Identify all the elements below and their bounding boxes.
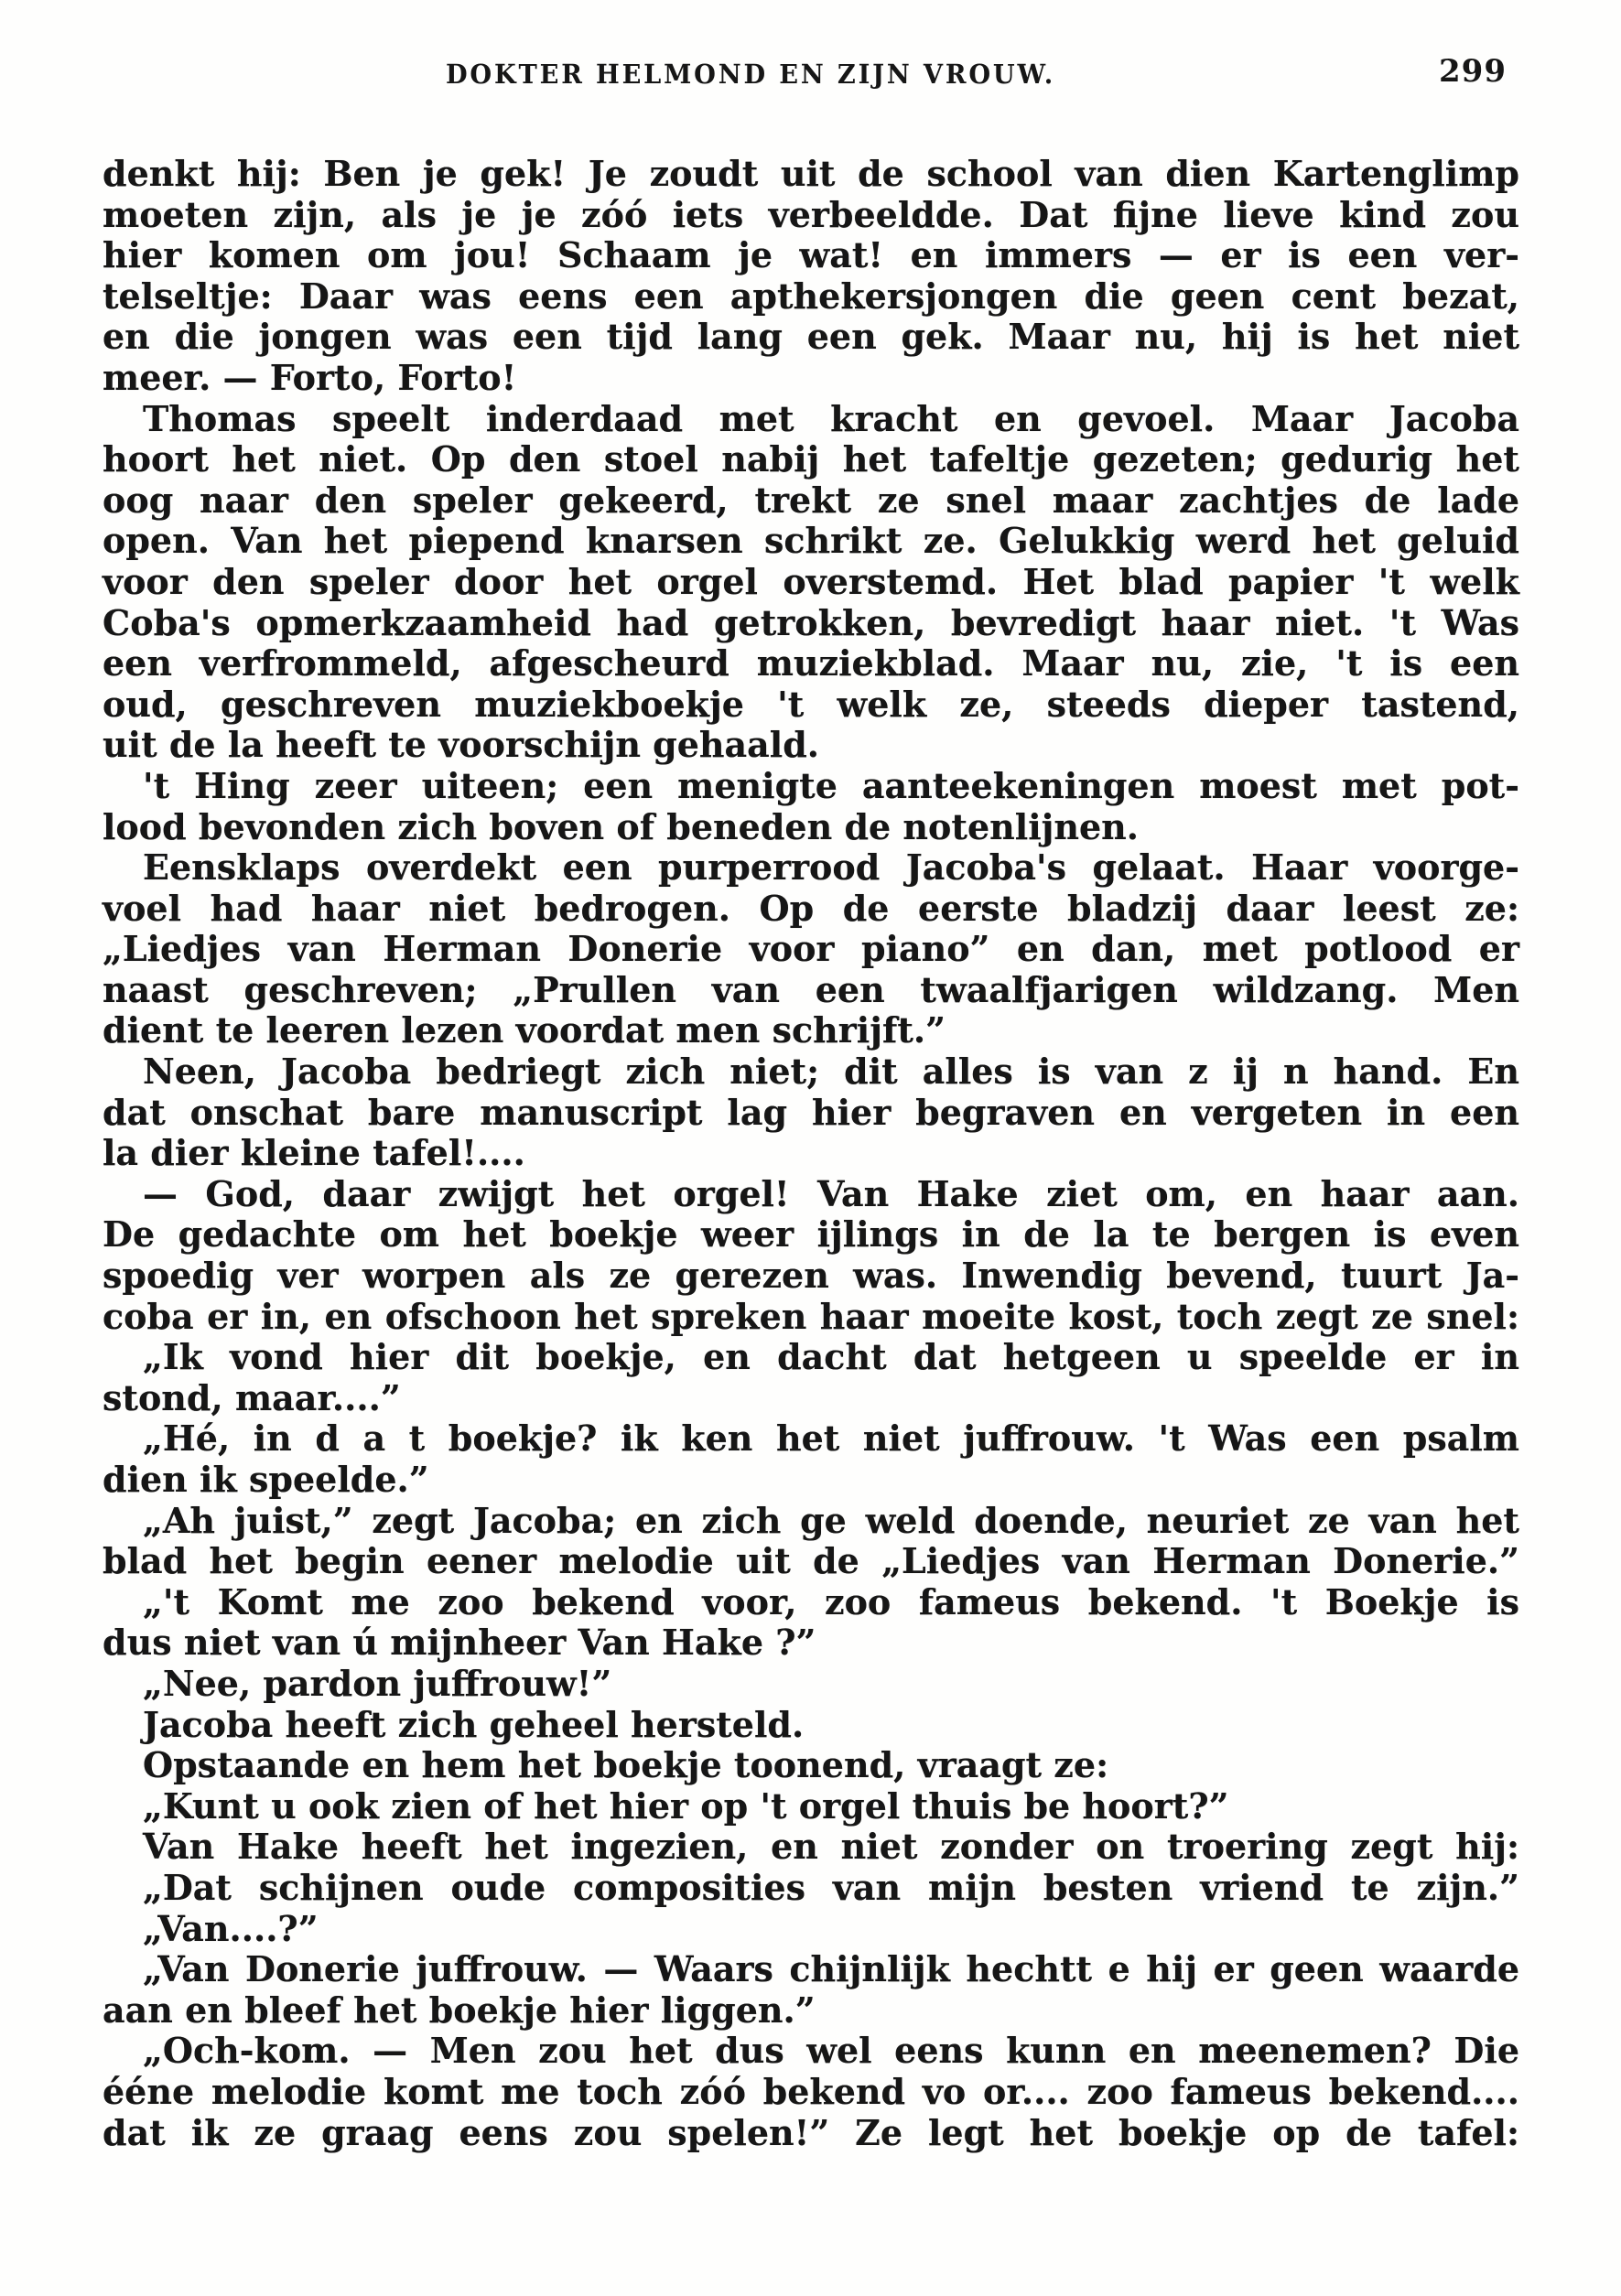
text-line: stond, maar....” [103,1376,401,1418]
text-line: „Och-kom. — Men zou het dus wel eens kunn en meenemen? Die [143,2030,1519,2072]
text-line: oud, geschreven muziekboekje 't welk ze, steeds dieper tastend, [103,683,1519,725]
text-line: 't Hing zeer uiteen; een menigte aanteekeningen moest met pot- [143,764,1519,806]
text-line: De gedachte om het boekje weer ijlings in de la te bergen is even [103,1213,1519,1256]
text-line: Van Hake heeft het ingezien, en niet zonder on troering zegt hij: [143,1826,1519,1868]
body-text [103,154,1519,2153]
text-line: hoort het niet. Op den stoel nabij het tafeltje gezeten; gedurig het [103,438,1519,480]
text-line: „Ah juist,” zegt Jacoba; en zich ge weld doende, neuriet ze van het [143,1499,1519,1541]
text-line: meer. — Forto, Forto! [103,356,517,398]
text-line: en die jongen was een tijd lang een gek. Maar nu, hij is het niet [103,316,1519,358]
text-line: „Nee, pardon juffrouw!” [143,1662,612,1704]
text-line: „Liedjes van Herman Donerie voor piano” en dan, met potlood er [103,928,1519,970]
text-line: „'t Komt me zoo bekend voor, zoo fameus bekend. 't Boekje is [143,1580,1519,1622]
text-line: een verfrommeld, afgescheurd muziekblad. Maar nu, zie, 't is een [103,642,1519,684]
text-line: oog naar den speler gekeerd, trekt ze snel maar zachtjes de lade [103,479,1519,521]
text-line: „Dat schijnen oude composities van mijn besten vriend te zijn.” [143,1866,1519,1908]
text-line: spoedig ver worpen als ze gerezen was. Inwendig bevend, tuurt Ja- [103,1255,1519,1297]
text-line: telseltje: Daar was eens een apthekersjongen die geen cent bezat, [103,275,1519,317]
text-line: open. Van het piepend knarsen schrikt ze. Gelukkig werd het geluid [103,520,1519,562]
text-line: blad het begin eener melodie uit de „Liedjes van Herman Donerie.” [103,1540,1519,1582]
text-line: Jacoba heeft zich geheel hersteld. [143,1703,805,1745]
text-line: hier komen om jou! Schaam je wat! en immers — er is een ver- [103,234,1519,276]
text-line: dien ik speelde.” [103,1459,429,1500]
text-line: Neen, Jacoba bedriegt zich niet; dit alles is van z ij n hand. En [143,1051,1519,1093]
text-line: Opstaande en hem het boekje toonend, vraagt ze: [143,1744,1109,1786]
text-line: „Hé, in d a t boekje? ik ken het niet juffrouw. 't Was een psalm [143,1417,1519,1460]
text-line: ééne melodie komt me toch zóó bekend vo or.... zoo fameus bekend.... [103,2070,1519,2112]
text-line: dient te leeren lezen voordat men schrijft.” [103,1009,946,1051]
text-line: lood bevonden zich boven of beneden de notenlijnen. [103,805,1140,847]
text-line: — God, daar zwijgt het orgel! Van Hake ziet om, en haar aan. [143,1172,1519,1214]
text-line: „Van Donerie juffrouw. — Waars chijnlijk hechtt e hij er geen waarde [143,1948,1519,1990]
running-header-title: DOKTER HELMOND EN ZIJN VROUW. [445,59,1056,90]
text-line: „Ik vond hier dit boekje, en dacht dat hetgeen u speelde er in [143,1336,1519,1378]
page-number: 299 [1439,53,1507,90]
text-line: moeten zijn, als je je zóó iets verbeeldde. Dat fijne lieve kind zou [103,193,1519,235]
text-line: uit de la heeft te voorschijn gehaald. [103,724,820,766]
text-line: voor den speler door het orgel overstemd. Het blad papier 't welk [103,560,1519,602]
text-line: aan en bleef het boekje hier liggen.” [103,1989,816,2031]
text-line: dat ik ze graag eens zou spelen!” Ze legt het boekje op de tafel: [103,2111,1519,2153]
text-line: Eensklaps overdekt een purperrood Jacoba's gelaat. Haar voorge- [143,846,1519,889]
running-header [103,53,1519,102]
text-line: Thomas speelt inderdaad met kracht en gevoel. Maar Jacoba [143,397,1519,439]
text-line: „Van....?” [143,1907,319,1949]
text-line: coba er in, en ofschoon het spreken haar moeite kost, toch zegt ze snel: [103,1295,1519,1337]
text-line: naast geschreven; „Prullen van een twaalfjarigen wildzang. Men [103,968,1519,1010]
text-line: dat onschat bare manuscript lag hier begraven en vergeten in een [103,1091,1519,1133]
text-line: dus niet van ú mijnheer Van Hake ?” [103,1622,816,1664]
text-line: „Kunt u ook zien of het hier op 't orgel thuis be hoort?” [143,1784,1229,1827]
text-line: Coba's opmerkzaamheid had getrokken, bevredigt haar niet. 't Was [103,601,1519,643]
text-line: voel had haar niet bedrogen. Op de eerste bladzij daar leest ze: [103,887,1519,929]
text-line: denkt hij: Ben je gek! Je zoudt uit de school van dien Kartenglimp [103,153,1519,194]
text-line: la dier kleine tafel!.... [103,1132,525,1174]
